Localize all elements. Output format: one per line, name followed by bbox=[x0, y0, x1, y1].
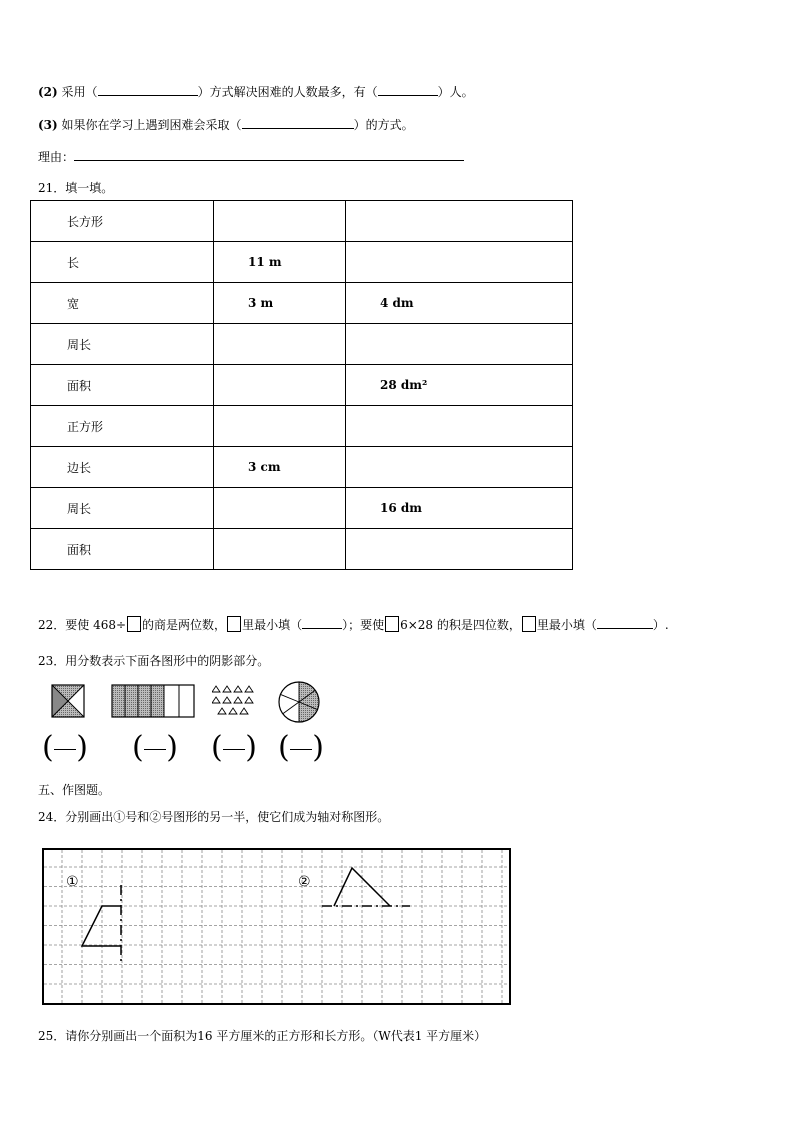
q25-title: 25．请你分别画出一个面积为16 平方厘米的正方形和长方形。（W代表1 平方厘米） bbox=[38, 1029, 487, 1043]
q22-a: 22．要使 468÷ bbox=[38, 618, 127, 632]
q20-part2-text-c: ）人。 bbox=[437, 85, 474, 99]
section-5-heading: 五、作图题。 bbox=[38, 783, 111, 797]
fraction-bar bbox=[290, 749, 312, 750]
value-cell[interactable] bbox=[346, 529, 573, 570]
q20-part3-text-b: ）的方式。 bbox=[353, 118, 414, 132]
fraction-answer[interactable] bbox=[211, 731, 257, 767]
table-row bbox=[31, 406, 573, 447]
row-label-cell: 边长 bbox=[31, 447, 214, 488]
table-row bbox=[31, 324, 573, 365]
table-row bbox=[31, 365, 573, 406]
fraction-figure-square bbox=[51, 684, 85, 718]
digit-box[interactable] bbox=[127, 616, 141, 632]
left-paren: ( bbox=[132, 730, 144, 765]
right-paren: ) bbox=[76, 730, 88, 765]
value-cell[interactable] bbox=[346, 242, 573, 283]
row-label-cell: 周长 bbox=[31, 324, 214, 365]
row-label-cell: 长方形 bbox=[31, 201, 214, 242]
value-cell[interactable]: 3 cm bbox=[214, 447, 346, 488]
q21-title: 21．填一填。 bbox=[38, 181, 114, 195]
row-label-cell: 面积 bbox=[31, 529, 214, 570]
row-label-cell: 周长 bbox=[31, 488, 214, 529]
q20-part2-text-b: ）方式解决困难的人数最多，有（ bbox=[197, 85, 378, 99]
value-cell[interactable] bbox=[346, 324, 573, 365]
reason-label: 理由： bbox=[38, 150, 75, 164]
answer-blank[interactable] bbox=[98, 84, 198, 96]
q24-title: 24．分别画出①号和②号图形的另一半，使它们成为轴对称图形。 bbox=[38, 810, 390, 824]
digit-box[interactable] bbox=[522, 616, 536, 632]
value-cell[interactable]: 4 dm bbox=[346, 283, 573, 324]
table-row bbox=[31, 283, 573, 324]
value-cell[interactable]: 3 m bbox=[214, 283, 346, 324]
digit-box[interactable] bbox=[385, 616, 399, 632]
fraction-answer[interactable] bbox=[278, 731, 324, 767]
q22-e: 6×28 的积是四位数， bbox=[400, 618, 521, 632]
left-paren: ( bbox=[278, 730, 290, 765]
q20-part2-text-a: 采用（ bbox=[61, 85, 98, 99]
value-cell[interactable] bbox=[214, 324, 346, 365]
q20-part3-text-a: 如果你在学习上遇到困难会采取（ bbox=[61, 118, 242, 132]
q20-reason bbox=[38, 148, 464, 165]
digit-box[interactable] bbox=[227, 616, 241, 632]
value-cell[interactable] bbox=[214, 365, 346, 406]
answer-blank[interactable] bbox=[242, 117, 354, 129]
value-cell[interactable] bbox=[214, 201, 346, 242]
right-paren: ) bbox=[245, 730, 257, 765]
q23-title: 23．用分数表示下面各图形中的阴影部分。 bbox=[38, 654, 270, 668]
value-cell[interactable] bbox=[214, 488, 346, 529]
reason-blank[interactable] bbox=[74, 149, 464, 161]
q22-d: ）；要使 bbox=[342, 618, 385, 632]
value-cell[interactable]: 28 dm² bbox=[346, 365, 573, 406]
q22-c: 里最小填（ bbox=[242, 618, 303, 632]
row-label-cell: 正方形 bbox=[31, 406, 214, 447]
fraction-bar bbox=[144, 749, 166, 750]
fraction-figure-strips bbox=[111, 684, 195, 718]
q20-part3 bbox=[38, 116, 414, 133]
q22-f: 里最小填（ bbox=[536, 618, 597, 632]
q20-part2-num: (2) bbox=[38, 85, 58, 99]
right-paren: ) bbox=[166, 730, 178, 765]
figure-1-label: ① bbox=[66, 874, 79, 890]
fraction-bar bbox=[54, 749, 76, 750]
answer-blank[interactable] bbox=[597, 617, 653, 629]
answer-blank[interactable] bbox=[378, 84, 438, 96]
q20-part2 bbox=[38, 83, 474, 100]
table-row bbox=[31, 201, 573, 242]
value-cell[interactable]: 16 dm bbox=[346, 488, 573, 529]
answer-blank[interactable] bbox=[302, 617, 342, 629]
drawing-grid[interactable] bbox=[42, 848, 512, 1006]
row-label-cell: 宽 bbox=[31, 283, 214, 324]
row-label-cell: 长 bbox=[31, 242, 214, 283]
value-cell[interactable] bbox=[346, 406, 573, 447]
row-label-cell: 面积 bbox=[31, 365, 214, 406]
q20-part3-num: (3) bbox=[38, 118, 58, 132]
value-cell[interactable]: 11 m bbox=[214, 242, 346, 283]
fraction-figure-triangles bbox=[212, 684, 254, 716]
left-paren: ( bbox=[211, 730, 223, 765]
left-paren: ( bbox=[42, 730, 54, 765]
value-cell[interactable] bbox=[346, 201, 573, 242]
fraction-bar bbox=[223, 749, 245, 750]
figure-2-label: ② bbox=[298, 874, 311, 890]
fraction-figure-circle bbox=[277, 680, 321, 724]
value-cell[interactable] bbox=[214, 529, 346, 570]
q22-b: 的商是两位数， bbox=[142, 618, 227, 632]
fraction-answer[interactable] bbox=[42, 731, 88, 767]
q21-table bbox=[30, 200, 573, 570]
value-cell[interactable] bbox=[346, 447, 573, 488]
q22-g: ）. bbox=[652, 618, 669, 632]
right-paren: ) bbox=[312, 730, 324, 765]
half-figure-1 bbox=[82, 906, 121, 946]
q22-text bbox=[38, 616, 669, 633]
table-row bbox=[31, 529, 573, 570]
table-row bbox=[31, 242, 573, 283]
fraction-answer[interactable] bbox=[132, 731, 178, 767]
table-row bbox=[31, 447, 573, 488]
value-cell[interactable] bbox=[214, 406, 346, 447]
table-row bbox=[31, 488, 573, 529]
